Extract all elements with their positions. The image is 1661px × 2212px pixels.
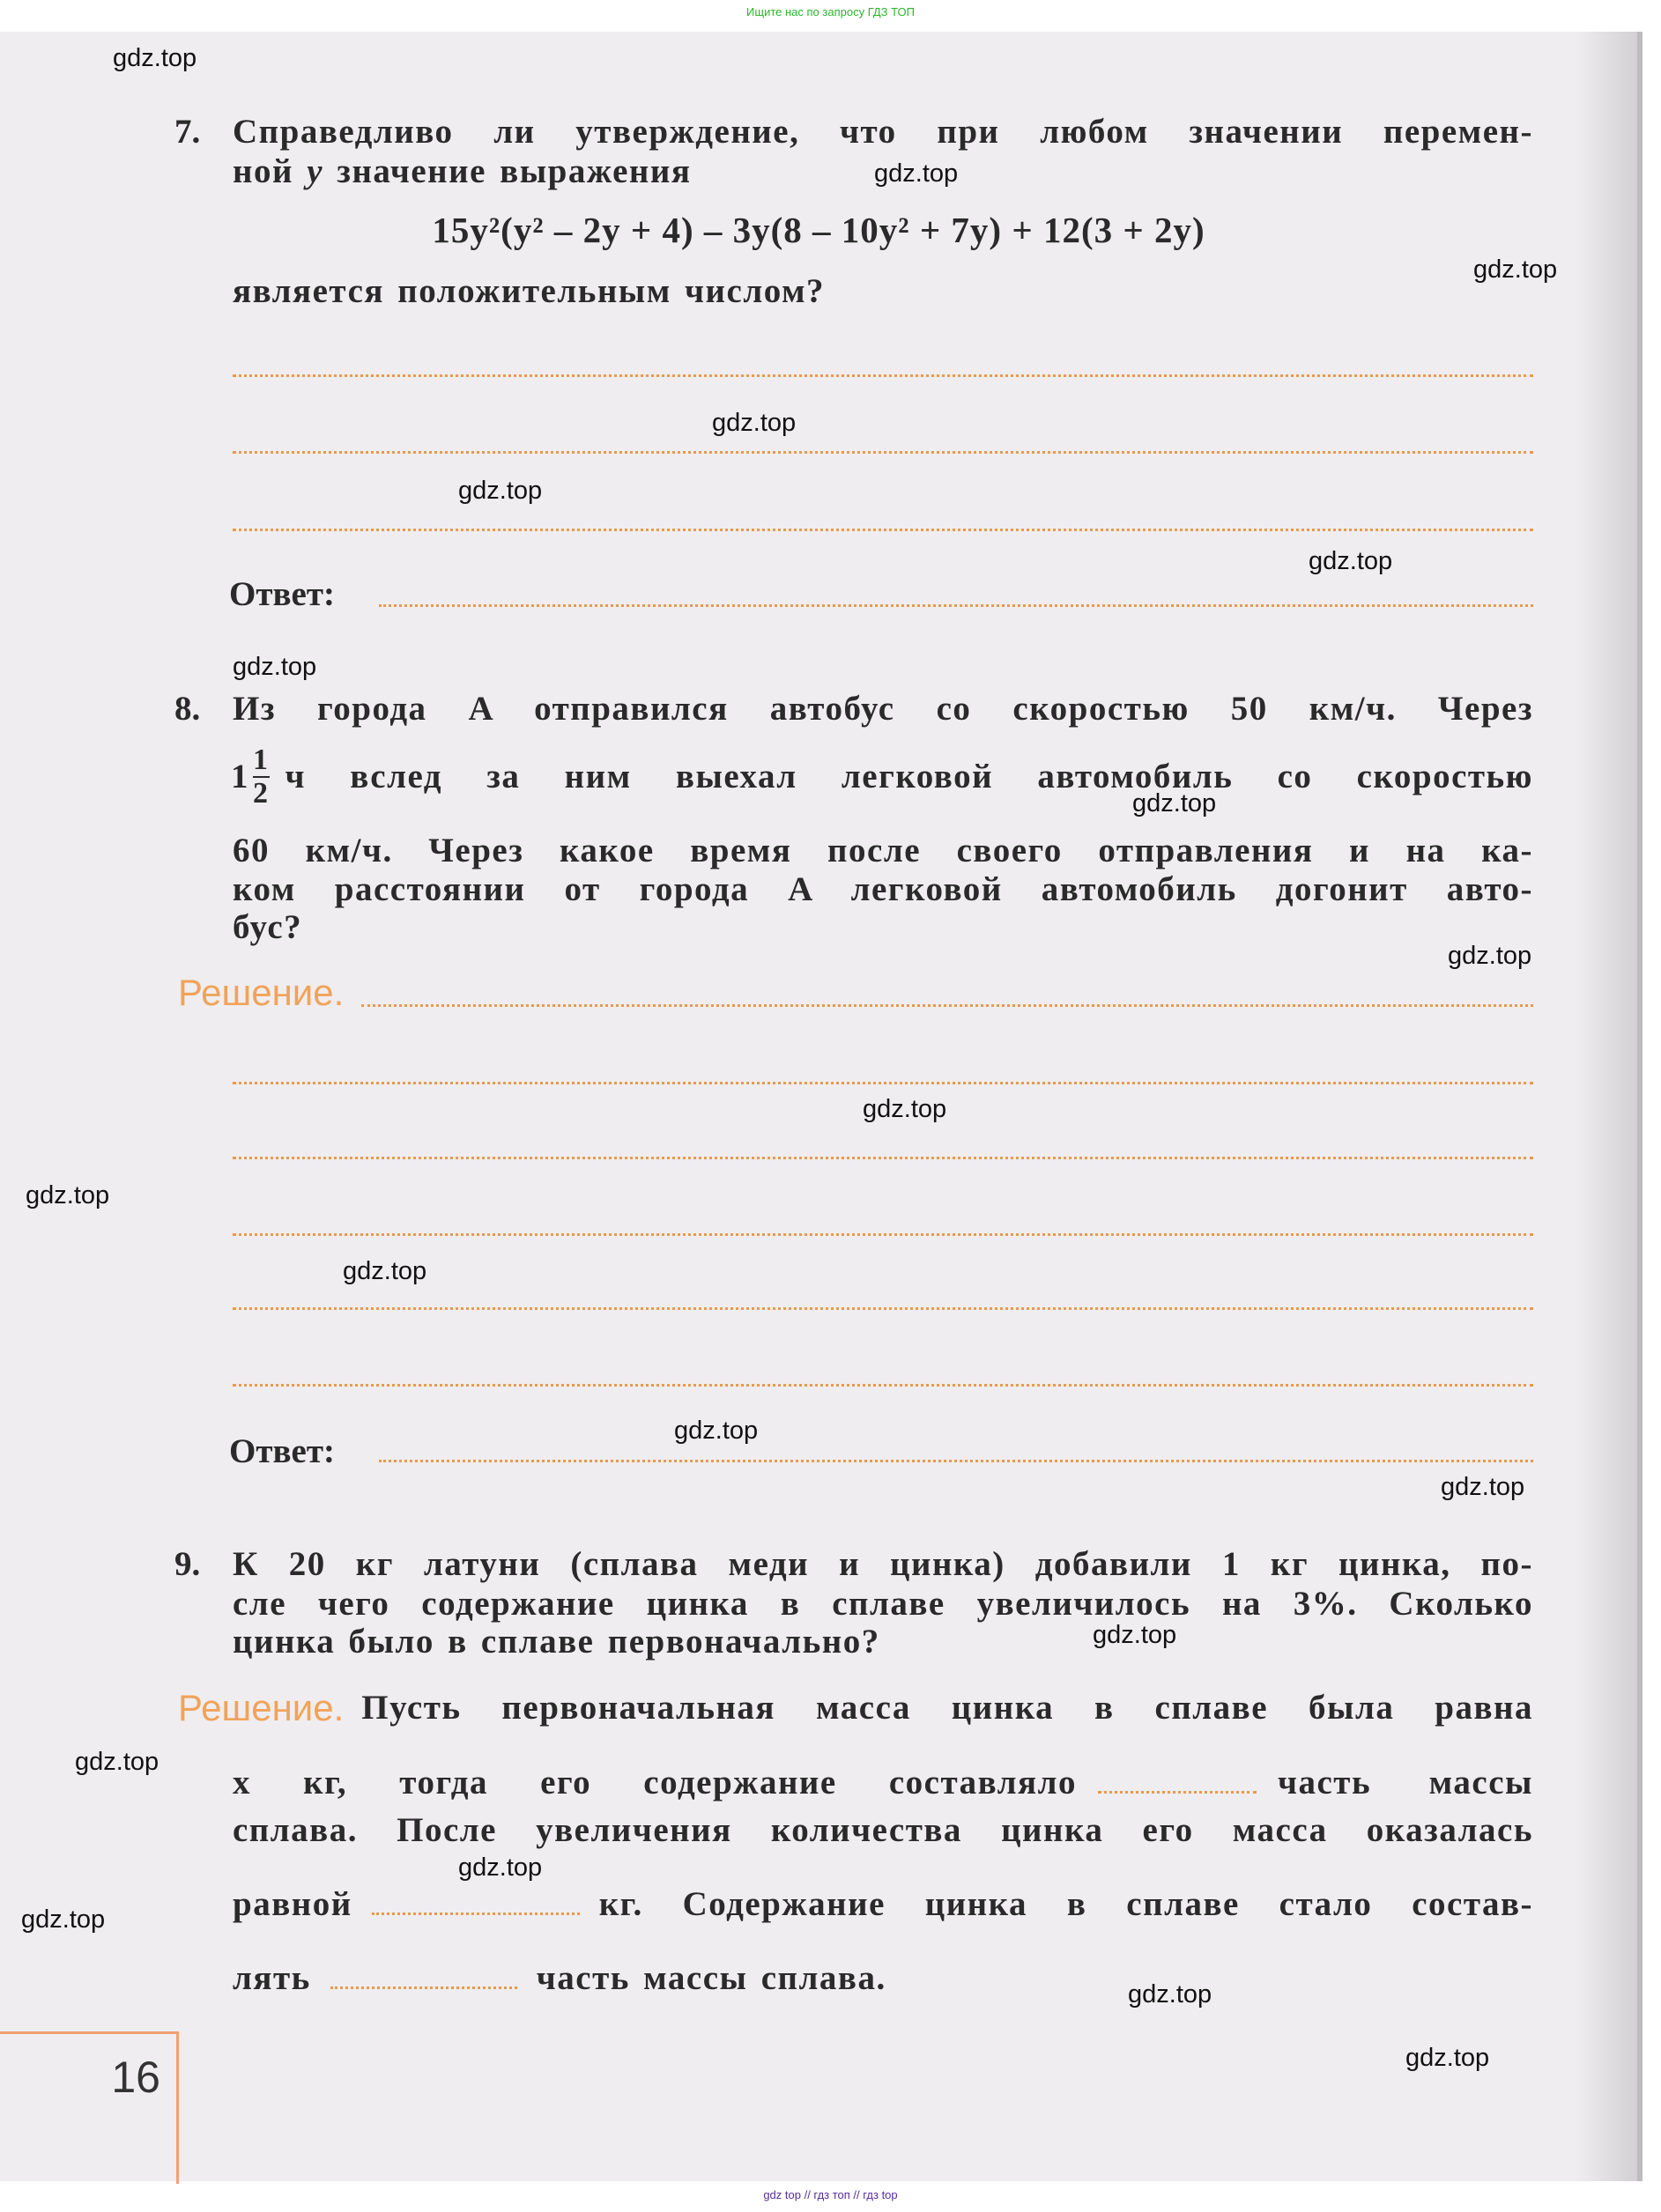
- watermark: gdz.top: [21, 1905, 106, 1934]
- q8-answer-field[interactable]: [379, 1460, 1533, 1462]
- q9-solution-text: равной: [233, 1885, 352, 1923]
- q9-solution-line1: [178, 1688, 1533, 1728]
- q9-solution-text: лять: [233, 1959, 311, 1997]
- solution-line[interactable]: [233, 1233, 1533, 1236]
- search-banner[interactable]: Ищите нас по запросу ГДЗ ТОП: [746, 5, 915, 18]
- fraction: [253, 744, 270, 810]
- q9-solution-text: Пусть первоначальная масса цинка в сплаве была равна: [361, 1689, 1533, 1727]
- watermark: gdz.top: [1093, 1621, 1177, 1649]
- footer-links[interactable]: gdz top // гдз топ // гдз top: [763, 2188, 898, 2201]
- q8-answer-label: Ответ:: [229, 1432, 336, 1470]
- q9-text-line2: сле чего содержание цинка в сплаве увеличилось на 3%. Сколько: [233, 1585, 1533, 1623]
- solution-line[interactable]: [361, 1004, 1533, 1007]
- q9-text-line3: цинка было в сплаве первоначально?: [233, 1623, 880, 1661]
- q8-text-line1: Из города A отправился автобус со скоростью 50 км/ч. Через: [233, 690, 1533, 728]
- q8-text-line4: ком расстоянии от города A легковой автомобиль догонит авто-: [233, 870, 1533, 908]
- watermark: gdz.top: [712, 409, 797, 437]
- q9-solution-line5: [233, 1958, 1533, 1999]
- q9-solution-text: часть массы сплава.: [536, 1959, 886, 1997]
- q9-solution-label: Решение.: [178, 1687, 345, 1728]
- watermark: gdz.top: [1309, 547, 1393, 575]
- watermark: gdz.top: [75, 1748, 159, 1776]
- q9-solution-text: x кг, тогда его содержание составляло: [233, 1764, 1077, 1801]
- watermark: gdz.top: [113, 44, 197, 72]
- q9-solution-text: часть массы: [1278, 1764, 1533, 1801]
- fill-in-blank[interactable]: [1098, 1782, 1257, 1794]
- fraction-numerator: 1: [253, 743, 270, 776]
- solution-line[interactable]: [233, 1307, 1533, 1310]
- watermark: gdz.top: [233, 653, 317, 681]
- mixed-number-whole: 1: [231, 758, 249, 795]
- fraction-denominator: 2: [253, 777, 270, 810]
- solution-line[interactable]: [233, 1082, 1533, 1084]
- answer-line[interactable]: [233, 374, 1533, 377]
- q7-text-line3: является положительным числом?: [233, 272, 826, 310]
- q7-number: 7.: [174, 113, 201, 151]
- watermark: gdz.top: [874, 159, 959, 188]
- answer-line[interactable]: [233, 529, 1533, 531]
- q8-text-line5: бус?: [233, 908, 303, 946]
- q7-answer-label: Ответ:: [229, 575, 336, 613]
- watermark: gdz.top: [1448, 942, 1532, 970]
- watermark: gdz.top: [674, 1417, 759, 1445]
- watermark: gdz.top: [1473, 255, 1558, 284]
- q8-number: 8.: [174, 690, 201, 728]
- q8-solution-label: Решение.: [178, 972, 345, 1013]
- q9-solution-line2: [233, 1763, 1533, 1803]
- watermark: gdz.top: [458, 477, 543, 505]
- watermark: gdz.top: [26, 1181, 110, 1210]
- q7-text: значение выражения: [337, 152, 692, 190]
- q8-text-line3: 60 км/ч. Через какое время после своего отправления и на ка-: [233, 832, 1533, 869]
- q9-solution-line3: сплава. После увеличения количества цинка его масса оказалась: [233, 1811, 1533, 1849]
- page-edge: [1637, 32, 1642, 2181]
- q9-solution-line4: [233, 1884, 1533, 1925]
- watermark: gdz.top: [1441, 1473, 1525, 1501]
- watermark: gdz.top: [1132, 789, 1217, 817]
- q9-text-line1: К 20 кг латуни (сплава меди и цинка) добавили 1 кг цинка, по-: [233, 1545, 1533, 1583]
- q7-variable: y: [307, 152, 324, 190]
- q8-text-line2: [231, 743, 1533, 810]
- q9-solution-text: кг. Содержание цинка в сплаве стало состав-: [598, 1885, 1533, 1923]
- page-number-box: [0, 2031, 179, 2184]
- fill-in-blank[interactable]: [330, 1978, 517, 1989]
- solution-line[interactable]: [233, 1157, 1533, 1159]
- answer-line[interactable]: [233, 451, 1533, 454]
- watermark: gdz.top: [863, 1095, 947, 1123]
- watermark: gdz.top: [1405, 2044, 1490, 2072]
- watermark: gdz.top: [343, 1257, 427, 1285]
- page-number: 16: [111, 2053, 160, 2102]
- fill-in-blank[interactable]: [372, 1904, 580, 1915]
- q8-text: ч вслед за ним выехал легковой автомобиль со скоростью: [285, 758, 1533, 795]
- textbook-page: [0, 32, 1637, 2181]
- q9-number: 9.: [174, 1545, 201, 1583]
- q7-answer-field[interactable]: [379, 604, 1533, 607]
- q7-text: ной: [233, 152, 293, 190]
- watermark: gdz.top: [1128, 1980, 1212, 2009]
- q7-text-line1: Справедливо ли утверждение, что при любом значении перемен-: [233, 113, 1533, 151]
- solution-line[interactable]: [233, 1384, 1533, 1387]
- watermark: gdz.top: [458, 1853, 543, 1882]
- q7-formula: 15y²(y² – 2y + 4) – 3y(8 – 10y² + 7y) + 12(3 + 2y): [432, 210, 1205, 250]
